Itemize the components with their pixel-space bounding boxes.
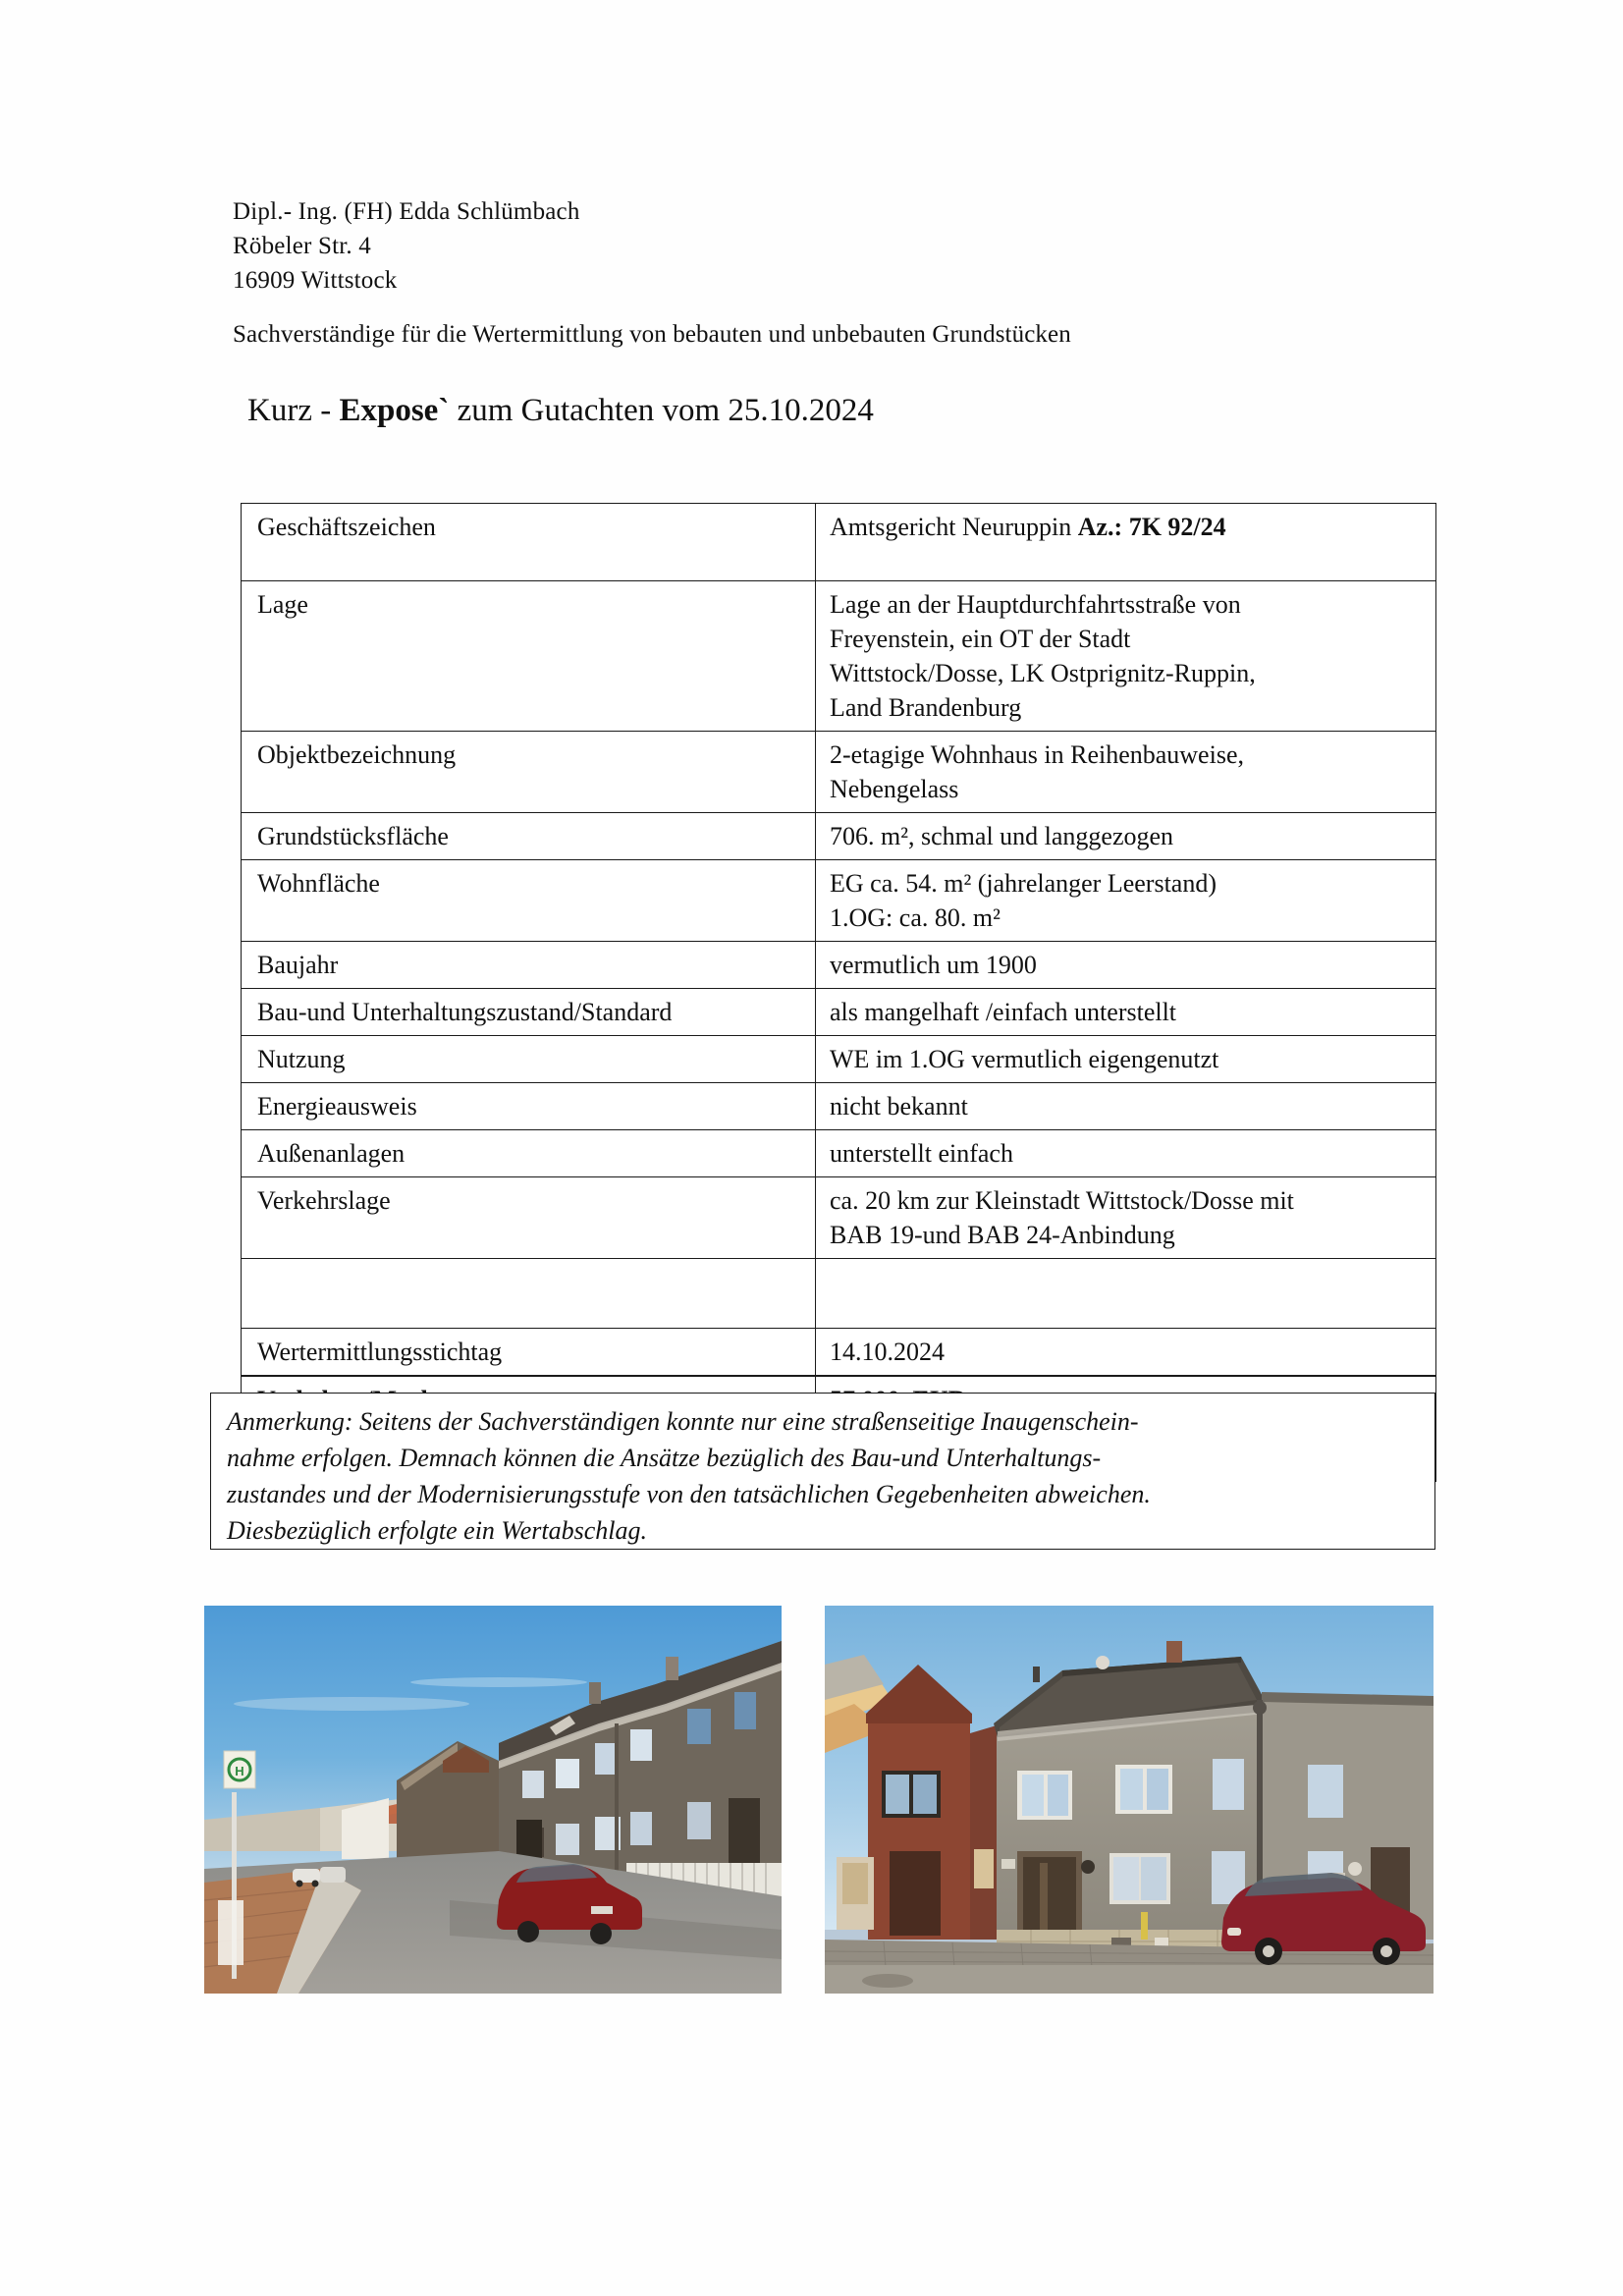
row-value-energieausweis [816, 1083, 1436, 1130]
value-line: Land Brandenburg [830, 693, 1022, 722]
value-line: 2-etagige Wohnhaus in Reihenbauweise, [830, 740, 1244, 769]
table-row [242, 860, 1436, 942]
row-value-verkehrslage [816, 1177, 1436, 1259]
row-label-geschaeftszeichen: Geschäftszeichen [242, 504, 816, 581]
appraiser-street: Röbeler Str. 4 [233, 233, 371, 259]
table-spacer-row [242, 1259, 1436, 1329]
remark-line: zustandes und der Modernisierungsstufe von den tatsächlichen Gegebenheiten abweichen. [227, 1480, 1151, 1508]
row-value-stichtag [816, 1329, 1436, 1377]
row-label-baujahr: Baujahr [242, 942, 816, 989]
row-value-aussenanlagen [816, 1130, 1436, 1177]
row-value-wohnflaeche [816, 860, 1436, 942]
remark-box [210, 1393, 1435, 1550]
qualification-line: Sachverständige für die Wertermittlung von bebauten und unbebauten Grundstücken [233, 321, 1071, 348]
row-value-grundstuecksflaeche [816, 813, 1436, 860]
table-row [242, 942, 1436, 989]
value-line: EG ca. 54. m² (jahrelanger Leerstand) [830, 869, 1217, 898]
house-front-photo-graphic [825, 1606, 1434, 1994]
value-line: 14.10.2024 [830, 1338, 945, 1366]
value-line: Freyenstein, ein OT der Stadt [830, 625, 1131, 653]
value-line: unterstellt einfach [830, 1139, 1013, 1168]
table-row [242, 813, 1436, 860]
title-suffix: zum Gutachten vom 25.10.2024 [449, 393, 874, 428]
row-label-energieausweis: Energieausweis [242, 1083, 816, 1130]
row-label-stichtag: Wertermittlungsstichtag [242, 1329, 816, 1377]
table-row [242, 1036, 1436, 1083]
table-row [242, 581, 1436, 732]
street-view-photo-graphic [204, 1606, 782, 1994]
row-value-lage [816, 581, 1436, 732]
remark-line: Diesbezüglich erfolgte ein Wertabschlag. [227, 1516, 647, 1545]
table-row [242, 732, 1436, 813]
table-row [242, 1177, 1436, 1259]
table-row [242, 989, 1436, 1036]
remark-line: Anmerkung: Seitens der Sachverständigen konnte nur eine straßenseitige Inaugenschein- [227, 1407, 1139, 1436]
title-emphasis: Expose` [339, 393, 450, 428]
row-value-bauzustand [816, 989, 1436, 1036]
row-label-wohnflaeche: Wohnfläche [242, 860, 816, 942]
page-title [247, 391, 874, 430]
letterhead-block [233, 194, 580, 298]
spacer-cell-left [242, 1259, 816, 1329]
row-label-aussenanlagen: Außenanlagen [242, 1130, 816, 1177]
row-label-verkehrslage: Verkehrslage [242, 1177, 816, 1259]
row-value-nutzung [816, 1036, 1436, 1083]
appraiser-name: Dipl.- Ing. (FH) Edda Schlümbach [233, 198, 580, 225]
house-front-photo [825, 1606, 1434, 1994]
row-label-objektbezeichnung: Objektbezeichnung [242, 732, 816, 813]
row-label-lage: Lage [242, 581, 816, 732]
row-label-bauzustand: Bau-und Unterhaltungszustand/Standard [242, 989, 816, 1036]
value-line: als mangelhaft /einfach unterstellt [830, 998, 1177, 1026]
spacer-cell-right [816, 1259, 1436, 1329]
value-line: WE im 1.OG vermutlich eigengenutzt [830, 1045, 1219, 1073]
row-label-grundstuecksflaeche: Grundstücksfläche [242, 813, 816, 860]
value-line: Wittstock/Dosse, LK Ostprignitz-Ruppin, [830, 659, 1256, 687]
table-row [242, 504, 1436, 581]
court-name: Amtsgericht Neuruppin [830, 513, 1078, 541]
value-line: ca. 20 km zur Kleinstadt Wittstock/Dosse mit [830, 1186, 1294, 1215]
table-row [242, 1130, 1436, 1177]
row-label-nutzung: Nutzung [242, 1036, 816, 1083]
property-data-table [241, 503, 1436, 1482]
row-value-geschaeftszeichen [816, 504, 1436, 581]
row-value-objektbezeichnung [816, 732, 1436, 813]
table-row [242, 1329, 1436, 1377]
value-line: 706. m², schmal und langgezogen [830, 822, 1174, 850]
value-line: Nebengelass [830, 775, 959, 803]
value-line: Lage an der Hauptdurchfahrtsstraße von [830, 590, 1241, 619]
row-value-baujahr [816, 942, 1436, 989]
appraiser-city: 16909 Wittstock [233, 267, 398, 294]
value-line: 1.OG: ca. 80. m² [830, 903, 1001, 932]
remark-line: nahme erfolgen. Demnach können die Ansätze bezüglich des Bau-und Unterhaltungs- [227, 1444, 1102, 1472]
value-line: vermutlich um 1900 [830, 951, 1037, 979]
bus-stop-letter: H [235, 1764, 244, 1778]
street-view-photo [204, 1606, 782, 1994]
value-line: nicht bekannt [830, 1092, 968, 1121]
title-prefix: Kurz - [247, 393, 340, 428]
value-line: BAB 19-und BAB 24-Anbindung [830, 1221, 1175, 1249]
table-row [242, 1083, 1436, 1130]
case-number: Az.: 7K 92/24 [1077, 513, 1226, 541]
